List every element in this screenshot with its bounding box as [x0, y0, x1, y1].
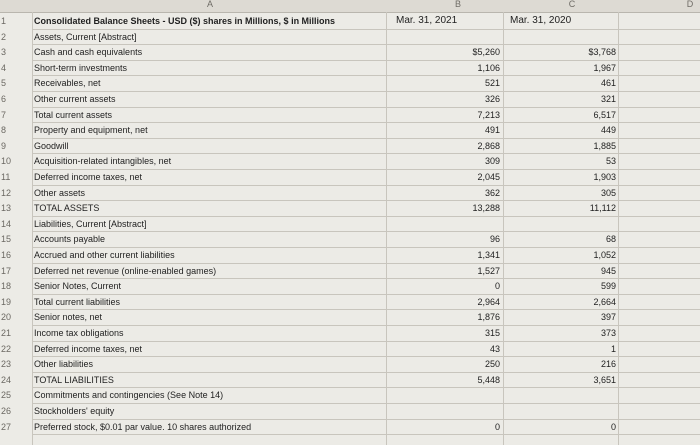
cell-label[interactable]: Commitments and contingencies (See Note 14) — [34, 390, 224, 401]
cell-mar-2020[interactable]: 321 — [600, 94, 616, 104]
column-header-d[interactable]: D — [686, 0, 694, 9]
cell-mar-2020[interactable]: 2,664 — [593, 296, 616, 307]
cell-label[interactable]: TOTAL ASSETS — [34, 203, 100, 214]
row-number[interactable]: 24 — [1, 374, 12, 385]
cell-mar-2021[interactable]: 362 — [484, 187, 500, 198]
cell-mar-2020[interactable]: 373 — [600, 328, 616, 338]
row-number[interactable]: 2 — [1, 31, 7, 42]
cell-mar-2020[interactable]: 1,885 — [593, 140, 616, 151]
cell-label[interactable]: Other current assets — [34, 94, 116, 104]
row-number[interactable]: 4 — [1, 62, 7, 73]
row-gridline — [32, 200, 700, 201]
row-gridline — [32, 341, 700, 342]
row-number[interactable]: 23 — [1, 359, 12, 370]
cell-mar-2021[interactable]: 1,341 — [477, 250, 500, 260]
row-gridline — [32, 60, 700, 61]
row-gridline — [32, 263, 700, 264]
cell-label[interactable]: Deferred net revenue (online-enabled games) — [34, 265, 217, 276]
row-gridline — [32, 294, 700, 295]
header-col-c[interactable]: Mar. 31, 2020 — [510, 15, 572, 26]
row-number[interactable]: 20 — [1, 312, 12, 323]
cell-label[interactable]: Senior notes, net — [34, 312, 103, 323]
row-number[interactable]: 15 — [1, 234, 12, 245]
column-divider — [503, 12, 504, 445]
row-gridline — [32, 44, 700, 45]
row-number[interactable]: 22 — [1, 343, 12, 354]
row-gridline — [32, 231, 700, 232]
cell-mar-2021[interactable]: 491 — [484, 125, 500, 136]
cell-mar-2021[interactable]: 43 — [489, 343, 500, 354]
cell-mar-2021[interactable]: 2,045 — [477, 172, 500, 182]
column-header-c[interactable]: C — [568, 0, 576, 9]
row-gridline — [32, 387, 700, 388]
cell-mar-2020[interactable]: 397 — [600, 312, 616, 323]
cell-mar-2020[interactable]: 0 — [610, 421, 616, 432]
cell-mar-2021[interactable]: $5,260 — [472, 47, 500, 58]
cell-label[interactable]: Accounts payable — [34, 234, 106, 245]
cell-mar-2020[interactable]: 53 — [605, 156, 616, 167]
cell-mar-2021[interactable]: 250 — [484, 359, 500, 370]
cell-label[interactable]: Goodwill — [34, 140, 69, 151]
row-number[interactable]: 7 — [1, 109, 7, 120]
cell-mar-2021[interactable]: 1,106 — [477, 62, 500, 73]
row-gridline — [32, 107, 700, 108]
row-number[interactable]: 6 — [1, 94, 7, 104]
cell-label[interactable]: Liabilities, Current [Abstract] — [34, 218, 147, 229]
cell-mar-2020[interactable]: $3,768 — [588, 47, 616, 58]
cell-label[interactable]: Property and equipment, net — [34, 125, 148, 136]
cell-label[interactable]: Total current liabilities — [34, 296, 121, 307]
cell-mar-2021[interactable]: 326 — [484, 94, 500, 104]
cell-mar-2021[interactable]: 2,964 — [477, 296, 500, 307]
cell-mar-2021[interactable]: 309 — [484, 156, 500, 167]
cell-mar-2020[interactable]: 68 — [605, 234, 616, 245]
column-header-bar — [0, 0, 700, 13]
row-number[interactable]: 10 — [1, 156, 12, 167]
row-gridline — [32, 372, 700, 373]
row-number[interactable]: 25 — [1, 390, 12, 401]
cell-label[interactable]: Receivables, net — [34, 78, 101, 89]
row-gridline — [32, 356, 700, 357]
row-gridline — [32, 169, 700, 170]
row-gridline — [32, 278, 700, 279]
row-number[interactable]: 8 — [1, 125, 7, 136]
cell-mar-2021[interactable]: 0 — [494, 421, 500, 432]
row-gridline — [32, 309, 700, 310]
cell-label[interactable]: Preferred stock, $0.01 par value. 10 shares authorized — [34, 421, 252, 432]
cell-mar-2020[interactable]: 11,112 — [589, 203, 616, 214]
cell-mar-2020[interactable]: 305 — [600, 187, 616, 198]
row-number[interactable]: 12 — [1, 187, 12, 198]
cell-mar-2021[interactable]: 7,213 — [477, 109, 500, 120]
row-gridline — [32, 419, 700, 420]
row-number[interactable]: 3 — [1, 47, 7, 58]
cell-mar-2021[interactable]: 13,288 — [472, 203, 500, 214]
row-gridline — [32, 403, 700, 404]
cell-mar-2020[interactable]: 1,052 — [593, 250, 616, 260]
cell-label[interactable]: Other assets — [34, 187, 86, 198]
row-gridline — [32, 138, 700, 139]
cell-label[interactable]: Total current assets — [34, 109, 113, 120]
row-gridline — [32, 91, 700, 92]
row-gridline — [32, 122, 700, 123]
cell-mar-2021[interactable]: 1,876 — [477, 312, 500, 323]
cell-mar-2020[interactable]: 1 — [610, 343, 616, 354]
row-number[interactable]: 14 — [1, 218, 12, 229]
row-number[interactable]: 19 — [1, 296, 12, 307]
cell-mar-2021[interactable]: 315 — [484, 328, 500, 338]
cell-label[interactable]: Accrued and other current liabilities — [34, 250, 175, 260]
cell-mar-2021[interactable]: 0 — [494, 281, 500, 292]
row-gridline — [32, 434, 700, 435]
cell-label[interactable]: Assets, Current [Abstract] — [34, 31, 137, 42]
row-gridline — [32, 75, 700, 76]
row-number[interactable]: 26 — [1, 406, 12, 416]
cell-mar-2020[interactable]: 3,651 — [593, 374, 616, 385]
cell-label[interactable]: Consolidated Balance Sheets - USD ($) shares in Millions, $ in Millions — [34, 16, 336, 26]
cell-mar-2020[interactable]: 461 — [600, 78, 616, 89]
row-number[interactable]: 27 — [1, 421, 12, 432]
cell-mar-2020[interactable]: 1,903 — [593, 172, 616, 182]
row-gridline — [32, 185, 700, 186]
cell-mar-2021[interactable]: 96 — [489, 234, 500, 245]
cell-label[interactable]: Stockholders' equity — [34, 406, 115, 416]
row-number[interactable]: 16 — [1, 250, 12, 260]
row-number[interactable]: 5 — [1, 78, 7, 89]
row-number[interactable]: 13 — [1, 203, 12, 214]
row-gridline — [32, 325, 700, 326]
cell-mar-2021[interactable]: 1,527 — [477, 265, 500, 276]
header-col-b[interactable]: Mar. 31, 2021 — [396, 15, 458, 26]
row-number[interactable]: 9 — [1, 140, 7, 151]
cell-mar-2020[interactable]: 599 — [600, 281, 616, 292]
row-gridline — [32, 216, 700, 217]
cell-mar-2020[interactable]: 945 — [600, 265, 616, 276]
row-number[interactable]: 17 — [1, 265, 12, 276]
column-header-a[interactable]: A — [206, 0, 213, 9]
cell-mar-2020[interactable]: 1,967 — [593, 62, 616, 73]
cell-label[interactable]: Senior Notes, Current — [34, 281, 122, 292]
cell-label[interactable]: Deferred income taxes, net — [34, 343, 143, 354]
cell-mar-2020[interactable]: 216 — [600, 359, 616, 370]
cell-mar-2020[interactable]: 449 — [600, 125, 616, 136]
cell-label[interactable]: Other liabilities — [34, 359, 94, 370]
cell-mar-2021[interactable]: 5,448 — [477, 374, 500, 385]
column-divider — [386, 12, 387, 445]
cell-mar-2021[interactable]: 2,868 — [477, 140, 500, 151]
row-number[interactable]: 18 — [1, 281, 12, 292]
row-gridline — [32, 247, 700, 248]
column-header-b[interactable]: B — [454, 0, 461, 9]
cell-label[interactable]: Income tax obligations — [34, 328, 124, 338]
cell-label[interactable]: Deferred income taxes, net — [34, 172, 143, 182]
cell-label[interactable]: Cash and cash equivalents — [34, 47, 143, 58]
cell-mar-2021[interactable]: 521 — [484, 78, 500, 89]
row-gridline — [32, 29, 700, 30]
row-number[interactable]: 1 — [1, 16, 7, 26]
column-divider — [618, 12, 619, 445]
row-number[interactable]: 11 — [1, 172, 11, 182]
cell-label[interactable]: Acquisition-related intangibles, net — [34, 156, 172, 167]
cell-label[interactable]: TOTAL LIABILITIES — [34, 374, 114, 385]
row-gridline — [32, 153, 700, 154]
cell-label[interactable]: Short-term investments — [34, 62, 128, 73]
cell-mar-2020[interactable]: 6,517 — [593, 109, 616, 120]
row-number[interactable]: 21 — [1, 328, 12, 338]
